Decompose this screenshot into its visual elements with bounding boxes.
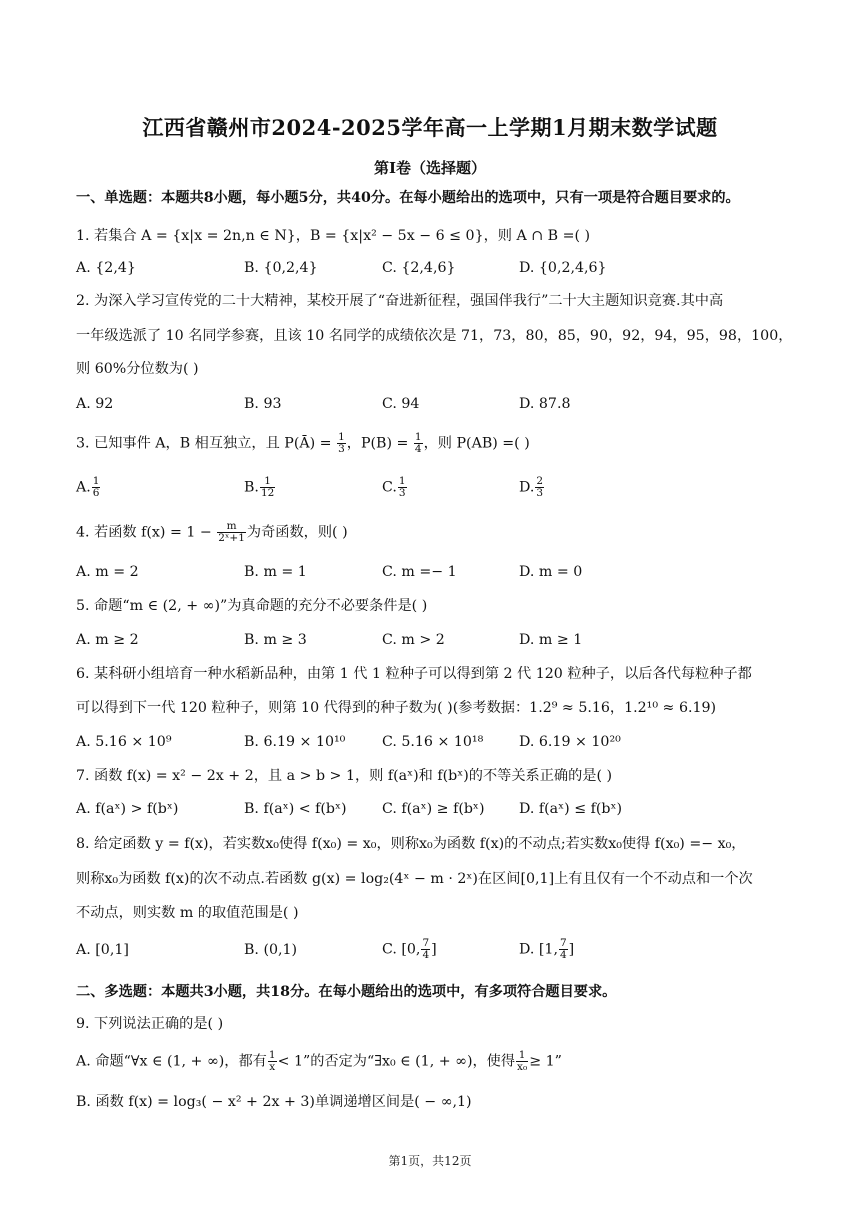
q2-option-c: C. 94 (382, 396, 420, 412)
q4-option-a: A. m = 2 (76, 564, 139, 580)
q3-fraction-1: $\frac{1}{3}$ (338, 431, 345, 455)
q4-option-c: C. m =− 1 (382, 564, 457, 580)
page-title: 江西省赣州市2024-2025学年高一上学期1月期末数学试题 (142, 115, 718, 140)
q8-option-d: D. [1, $\frac{7}{4}$ ] (519, 937, 575, 961)
q3-option-c: C. $\frac{1}{3}$ (382, 475, 406, 499)
q7-option-b: B. f(aˣ) < f(bˣ) (244, 801, 347, 817)
volume-subtitle: 第I卷（选择题） (373, 159, 487, 177)
q9-option-a: A. 命题“∀x ∈ (1, + ∞)，都有 $\frac{1}{x}$ < 1”的否定为“∃x₀ ∈ (1, + ∞)，使得 $\frac{1}{\text{x₀}}$ ≥ 1” (76, 1049, 562, 1073)
q1-option-a: A. {2,4} (76, 260, 136, 276)
q6-option-a: A. 5.16 × 10⁹ (76, 734, 172, 750)
q8-option-c: C. [0, $\frac{7}{4}$ ] (382, 937, 437, 961)
question-8-line-2: 则称x₀为函数 f(x)的次不动点.若函数 g(x) = log₂(4ˣ − m · 2ˣ)在区间[0,1]上有且仅有一个不动点和一个次 (76, 871, 753, 887)
q6-option-d: D. 6.19 × 10²⁰ (519, 734, 621, 750)
question-1-stem: 1. 若集合 A = {x|x = 2n,n ∈ N}，B = {x|x² − 5x − 6 ≤ 0}，则 A ∩ B =( ) (76, 228, 591, 244)
q1-option-b: B. {0,2,4} (244, 260, 318, 276)
question-2-line-1: 2. 为深入学习宣传党的二十大精神，某校开展了“奋进新征程，强国伴我行”二十大主题知识竞赛.其中高 (76, 293, 724, 309)
q9-option-b: B. 函数 f(x) = log₃( − x² + 2x + 3)单调递增区间是( − ∞,1) (76, 1094, 472, 1110)
q6-option-b: B. 6.19 × 10¹⁰ (244, 734, 346, 750)
q4-fraction: $\frac{m}{\text{2ˣ+1}}$ (218, 520, 245, 544)
q7-option-a: A. f(aˣ) > f(bˣ) (76, 801, 179, 817)
q3-fraction-2: $\frac{1}{4}$ (414, 431, 422, 455)
q3-option-d: D. $\frac{2}{3}$ (519, 475, 544, 499)
question-2-line-2: 一年级选派了 10 名同学参赛，且该 10 名同学的成绩依次是 71，73，80，85，90，92，94，95，98，100， (76, 328, 793, 344)
q2-option-b: B. 93 (244, 396, 282, 412)
question-8-line-1: 8. 给定函数 y = f(x)，若实数x₀使得 f(x₀) = x₀，则称x₀为函数 f(x)的不动点;若实数x₀使得 f(x₀) =− x₀， (76, 836, 746, 852)
q7-option-d: D. f(aˣ) ≤ f(bˣ) (519, 801, 623, 817)
q7-option-c: C. f(aˣ) ≥ f(bˣ) (382, 801, 485, 817)
question-6-line-2: 可以得到下一代 120 粒种子，则第 10 代得到的种子数为( )(参考数据：1.2⁹ ≈ 5.16，1.2¹⁰ ≈ 6.19) (76, 700, 717, 716)
q3-option-b: B. $\frac{1}{12}$ (244, 475, 275, 499)
question-4-stem: 4. 若函数 f(x) = 1 − $\frac{m}{\text{2ˣ+1}}$ 为奇函数，则( ) (76, 520, 348, 544)
q2-option-a: A. 92 (76, 396, 114, 412)
question-3-stem (76, 432, 788, 455)
section-multiple-choice: 二、多选题：本题共3小题，共18分。在每小题给出的选项中，有多项符合题目要求。 (76, 984, 617, 1000)
q8-option-a: A. [0,1] (76, 942, 129, 958)
q3-stem-pre: 3. 已知事件 A，B 相互独立，且 P(Ā) = (76, 435, 337, 452)
question-5-stem: 5. 命题“m ∈ (2, + ∞)”为真命题的充分不必要条件是( ) (76, 598, 428, 614)
q5-option-a: A. m ≥ 2 (76, 632, 139, 648)
q6-option-c: C. 5.16 × 10¹⁸ (382, 734, 484, 750)
question-2-line-3: 则 60%分位数为( ) (76, 361, 199, 377)
question-7-stem: 7. 函数 f(x) = x² − 2x + 2，且 a > b > 1，则 f(aˣ)和 f(bˣ)的不等关系正确的是( ) (76, 768, 613, 784)
question-6-line-1: 6. 某科研小组培育一种水稻新品种，由第 1 代 1 粒种子可以得到第 2 代 120 粒种子，以后各代每粒种子都 (76, 666, 752, 682)
q5-option-c: C. m > 2 (382, 632, 445, 648)
q4-option-d: D. m = 0 (519, 564, 583, 580)
q3-option-a: A. $\frac{1}{6}$ (76, 475, 100, 499)
q3-stem-post: ，则 P(AB) =( ) (423, 435, 530, 452)
q3-stem-mid: ，P(B) = (346, 435, 413, 452)
question-8-line-3: 不动点，则实数 m 的取值范围是( ) (76, 905, 299, 921)
q8-option-b: B. (0,1) (244, 942, 298, 958)
q1-option-d: D. {0,2,4,6} (519, 260, 607, 276)
section-single-choice: 一、单选题：本题共8小题，每小题5分，共40分。在每小题给出的选项中，只有一项是符合题目要求的。 (76, 190, 740, 206)
q5-option-b: B. m ≥ 3 (244, 632, 307, 648)
q5-option-d: D. m ≥ 1 (519, 632, 583, 648)
question-9-stem: 9. 下列说法正确的是( ) (76, 1016, 224, 1032)
q4-option-b: B. m = 1 (244, 564, 307, 580)
page-footer: 第1页，共12页 (388, 1154, 472, 1168)
q1-option-c: C. {2,4,6} (382, 260, 456, 276)
q2-option-d: D. 87.8 (519, 396, 571, 412)
